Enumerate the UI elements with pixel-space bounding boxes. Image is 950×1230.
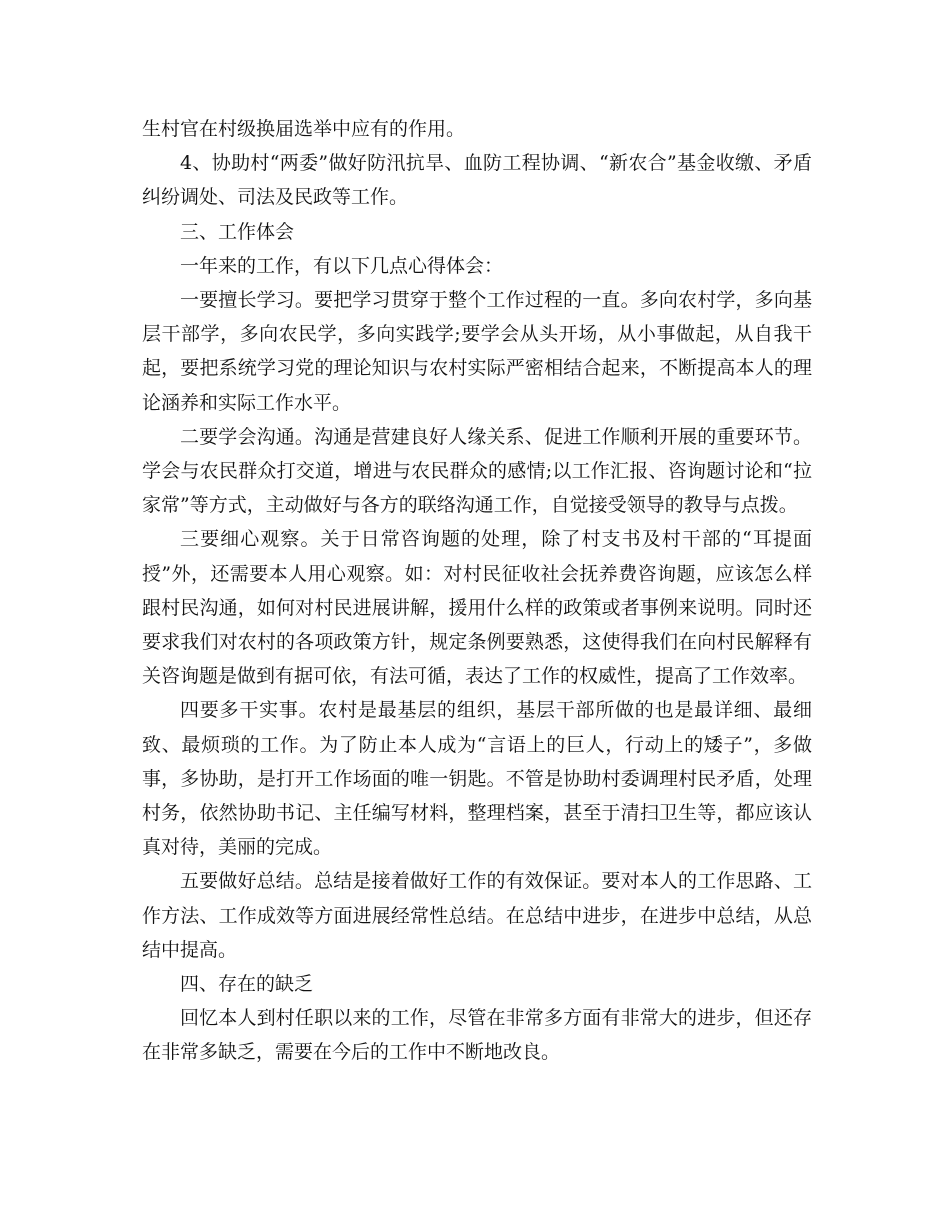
section-heading-work-experience: 三、工作体会	[180, 220, 295, 243]
paragraph-communication: 二要学会沟通。沟通是营建良好人缘关系、促进工作顺利开展的重要环节。学会与农民群众打交道，增进与农民群众的感情;以工作汇报、咨询题讨论和“拉家常”等方式，主动做好与各方的联络沟通工作，自觉接受领导的教导与点拨。	[142, 425, 812, 517]
paragraph-practical-work: 四要多干实事。农村是最基层的组织，基层干部所做的也是最详细、最细致、最烦琐的工作。为了防止本人成为“言语上的巨人，行动上的矮子”，多做事，多协助，是打开工作场面的唯一钥匙。不管是协助村委调理村民矛盾，处理村务，依然协助书记、主任编写材料，整理档案，甚至于清扫卫生等，都应该认真对待，美丽的完成。	[142, 699, 812, 859]
paragraph-item-4: 4、协助村“两委”做好防汛抗旱、血防工程协调、“新农合”基金收缴、矛盾纠纷调处、司法及民政等工作。	[142, 152, 812, 209]
paragraph-experience-intro: 一年来的工作，有以下几点心得体会：	[180, 254, 504, 277]
paragraph-observation: 三要细心观察。关于日常咨询题的处理，除了村支书及村干部的“耳提面授”外，还需要本人用心观察。如：对村民征收社会抚养费咨询题，应该怎么样跟村民沟通，如何对村民进展讲解，援用什么样的政策或者事例来说明。同时还要求我们对农村的各项政策方针，规定条例要熟悉，这使得我们在向村民解释有关咨询题是做到有据可依，有法可循，表达了工作的权威性，提高了工作效率。	[142, 528, 812, 688]
paragraph-summary: 五要做好总结。总结是接着做好工作的有效保证。要对本人的工作思路、工作方法、工作成效等方面进展经常性总结。在总结中进步，在进步中总结，从总结中提高。	[142, 870, 812, 961]
paragraph-continuation: 生村官在村级换届选举中应有的作用。	[142, 118, 466, 140]
paragraph-learning: 一要擅长学习。要把学习贯穿于整个工作过程的一直。多向农村学，多向基层干部学，多向农民学，多向实践学;要学会从头开场，从小事做起，从自我干起，要把系统学习党的理论知识与农村实际严密相结合起来，不断提高本人的理论涵养和实际工作水平。	[142, 289, 812, 414]
section-heading-shortcomings: 四、存在的缺乏	[180, 973, 314, 996]
document-body	[142, 112, 812, 1070]
paragraph-shortcomings: 回忆本人到村任职以来的工作，尽管在非常多方面有非常大的进步，但还存在非常多缺乏，需要在今后的工作中不断地改良。	[142, 1007, 812, 1064]
